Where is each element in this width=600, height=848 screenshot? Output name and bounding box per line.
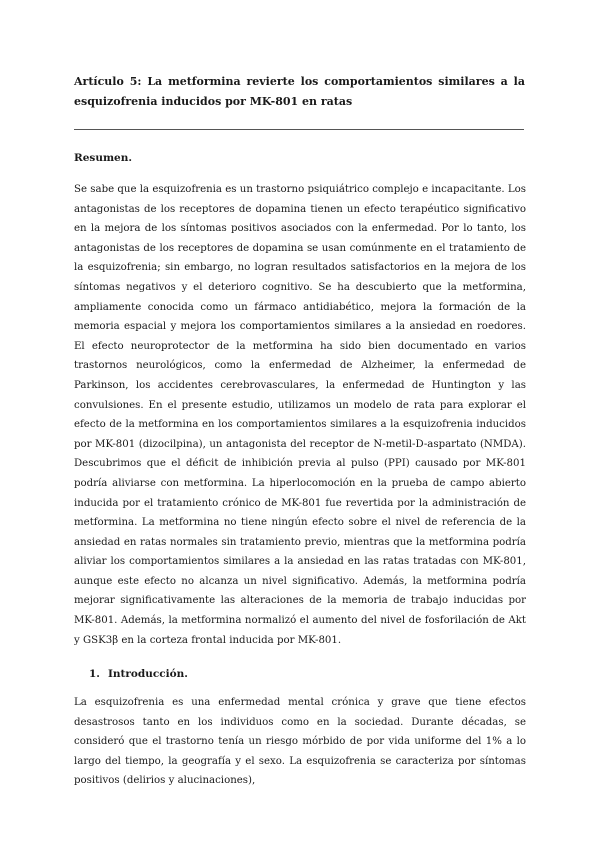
introduction-text: La esquizofrenia es una enfermedad mental crónica y grave que tiene efectos desastrosos tanto en los individuos como en la sociedad. Durante décadas, se consideró que el trastorno tenía un riesgo mórbido de por vida uniforme del 1% a lo largo del tiempo, la geografía y el sexo. La esquizofrenia se caracteriza por síntomas positivos (delirios y alucinaciones), [74, 697, 526, 787]
abstract-text: Se sabe que la esquizofrenia es un trastorno psiquiátrico complejo e incapacitante. Los antagonistas de los receptores de dopamina tienen un efecto terapéutico significativo en la mejora de los síntomas positivos asociados con la enfermedad. Por lo tanto, los antagonistas de los receptores de dopamina se usan comúnmente en el tratamiento de la esquizofrenia; sin embargo, no logran resultados satisfactorios en la mejora de los síntomas negativos y el deterioro cognitivo. Se ha descubierto que la metformina, ampliamente conocida como un fármaco antidiabético, mejora la formación de la memoria espacial y mejora los comportamientos similares a la ansiedad en roedores. El efecto neuroprotector de la metformina ha sido bien documentado en varios trastornos neurológicos, como la enfermedad de Alzheimer, la enfermedad de Parkinson, los accidentes cerebrovasculares, la enfermedad de Huntington y las convulsiones. En el presente estudio, utilizamos un modelo de rata para explorar el efecto de la metformina en los comportamientos similares a la esquizofrenia inducidos por MK-801 (dizocilpina), un antagonista del receptor de N-metil-D-aspartato (NMDA). Descubrimos que el déficit de inhibición previa al pulso (PPI) causado por MK-801 podría aliviarse con metformina. La hiperlocomoción en la prueba de campo abierto inducida por el tratamiento crónico de MK-801 fue revertida por la administración de metformina. La metformina no tiene ningún efecto sobre el nivel de referencia de la ansiedad en ratas normales sin tratamiento previo, mientras que la metformina podría aliviar los comportamientos similares a la ansiedad en las ratas tratadas con MK-801, aunque este efecto no alcanza un nivel significativo. Además, la metformina podría mejorar significativamente las alteraciones de la memoria de trabajo inducidas por MK-801. Además, la metformina normalizó el aumento del nivel de fosforilación de Akt y GSK3β en la corteza frontal inducida por MK-801. [74, 184, 526, 646]
section-number: 1. [89, 668, 100, 680]
section-title: Introducción. [107, 668, 188, 680]
title-divider [74, 129, 524, 130]
article-title: Artículo 5: La metformina revierte los comportamientos similares a la esquizofrenia inducidos por MK-801 en ratas [74, 75, 525, 108]
abstract-heading: Resumen. [74, 152, 133, 164]
section-heading-introduction [89, 666, 188, 682]
